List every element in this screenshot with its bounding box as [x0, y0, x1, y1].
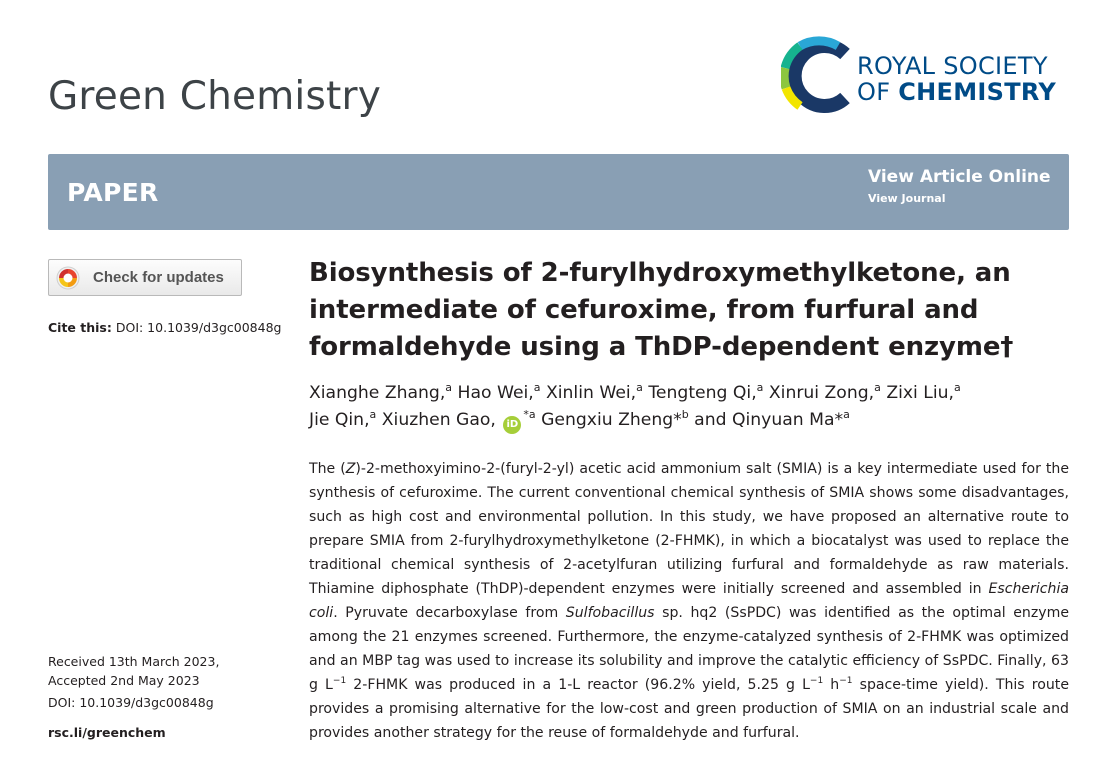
affiliation-mark: a	[874, 381, 881, 394]
abstract-fragment-italic: Escherichia coli	[309, 581, 1069, 621]
article-title: Biosynthesis of 2-furylhydroxymethylketone, an intermediate of cefuroxime, from furfural and formaldehyde using a ThDP-dependent enzyme†	[309, 258, 1014, 362]
affiliation-mark: a	[756, 381, 764, 394]
rsc-name-line2	[857, 78, 1056, 106]
cite-label: Cite this:	[48, 320, 112, 335]
abstract-fragment: )-2-methoxyimino-2-(furyl-2-yl) acetic acid ammonium salt (SMIA) is a key intermediate used for the synthesis of cefuroxime. The current conventional chemical synthesis of SMIA shows some disadvantages, such as high cost and environmental pollution. In this study, we have proposed an alternative route to prepare SMIA from 2-furylhydroxymethylketone (2-FHMK), in which a biocatalyst was used to replace the traditional chemical synthesis of 2-acetylfuran utilizing furfural and formaldehyde as raw materials. Thiamine diphosphate (ThDP)-dependent enzymes were initially screened and assembled in	[309, 461, 1069, 597]
author[interactable]: Zixi Liu,	[886, 383, 954, 403]
view-journal-link[interactable]: View Journal	[868, 192, 946, 205]
check-updates-icon	[56, 266, 80, 290]
abstract-fragment: 2-FHMK was produced in a 1-L reactor (96.2% yield, 5.25 g L	[346, 677, 810, 693]
article-type-label: PAPER	[67, 178, 159, 207]
check-for-updates-button[interactable]	[48, 259, 242, 296]
affiliation-mark: a	[533, 381, 541, 394]
cite-doi: DOI: 10.1039/d3gc00848g	[111, 320, 282, 335]
abstract-superscript: −1	[332, 676, 347, 686]
author[interactable]: and Qinyuan Ma*	[694, 410, 844, 430]
received-date: Received 13th March 2023,	[48, 654, 220, 669]
accepted-date: Accepted 2nd May 2023	[48, 673, 200, 688]
abstract-text	[309, 457, 1069, 745]
author[interactable]: Xiuzhen Gao,	[381, 410, 496, 430]
orcid-icon[interactable]: iD	[503, 416, 521, 434]
affiliation-mark: a	[953, 381, 961, 394]
abstract-fragment: . Pyruvate decarboxylase from	[333, 605, 566, 621]
abstract-fragment: space-time yield). This route provides a promising alternative for the low-cost and green production of SMIA on an industrial scale and provides another strategy for the reuse of formaldehyde and furfural.	[309, 677, 1069, 741]
rsc-logo-mark-icon	[781, 34, 857, 118]
abstract-fragment-italic: Sulfobacillus	[565, 605, 655, 621]
article-type-banner	[48, 154, 1069, 230]
view-article-online-link[interactable]: View Article Online	[868, 167, 1051, 187]
abstract-superscript: −1	[809, 676, 824, 686]
rsc-name-prefix: OF	[857, 78, 899, 106]
author[interactable]: Xinrui Zong,	[768, 383, 875, 403]
affiliation-mark: *a	[523, 408, 536, 421]
author[interactable]: Tengteng Qi,	[648, 383, 757, 403]
abstract-superscript: −1	[839, 676, 853, 686]
cite-this	[48, 320, 281, 335]
abstract-fragment: sp. hq2 (SsPDC) was identified as the optimal enzyme among the 21 enzymes screened. Furthermore, the enzyme-catalyzed synthesis of 2-FHMK was optimized and an MBP tag was used to increase its solubility and improve the catalytic efficiency of SsPDC. Finally, 63 g L	[309, 605, 1069, 693]
author[interactable]: Hao Wei,	[457, 383, 534, 403]
journal-title: Green Chemistry	[48, 74, 381, 119]
check-for-updates-label: Check for updates	[93, 269, 224, 286]
abstract	[309, 457, 1069, 745]
rsc-name-line1: ROYAL SOCIETY	[857, 52, 1048, 80]
abstract-fragment: h	[823, 677, 840, 693]
author[interactable]: Jie Qin,	[309, 410, 370, 430]
affiliation-mark: a	[445, 381, 453, 394]
journal-link[interactable]: rsc.li/greenchem	[48, 725, 166, 740]
article-history	[48, 652, 219, 690]
rsc-logo[interactable]	[781, 34, 1071, 118]
affiliation-mark: a	[369, 408, 377, 421]
author[interactable]: Xianghe Zhang,	[309, 383, 446, 403]
abstract-fragment: The (	[309, 461, 346, 477]
affiliation-mark: a	[843, 408, 850, 421]
affiliation-mark: b	[681, 408, 689, 421]
author-list	[309, 380, 1069, 434]
abstract-fragment-italic: Z	[345, 461, 356, 477]
rsc-name-bold: CHEMISTRY	[898, 78, 1057, 106]
affiliation-mark: a	[636, 381, 643, 394]
article-doi: DOI: 10.1039/d3gc00848g	[48, 695, 214, 710]
author[interactable]: Xinlin Wei,	[545, 383, 637, 403]
author[interactable]: Gengxiu Zheng*	[541, 410, 682, 430]
